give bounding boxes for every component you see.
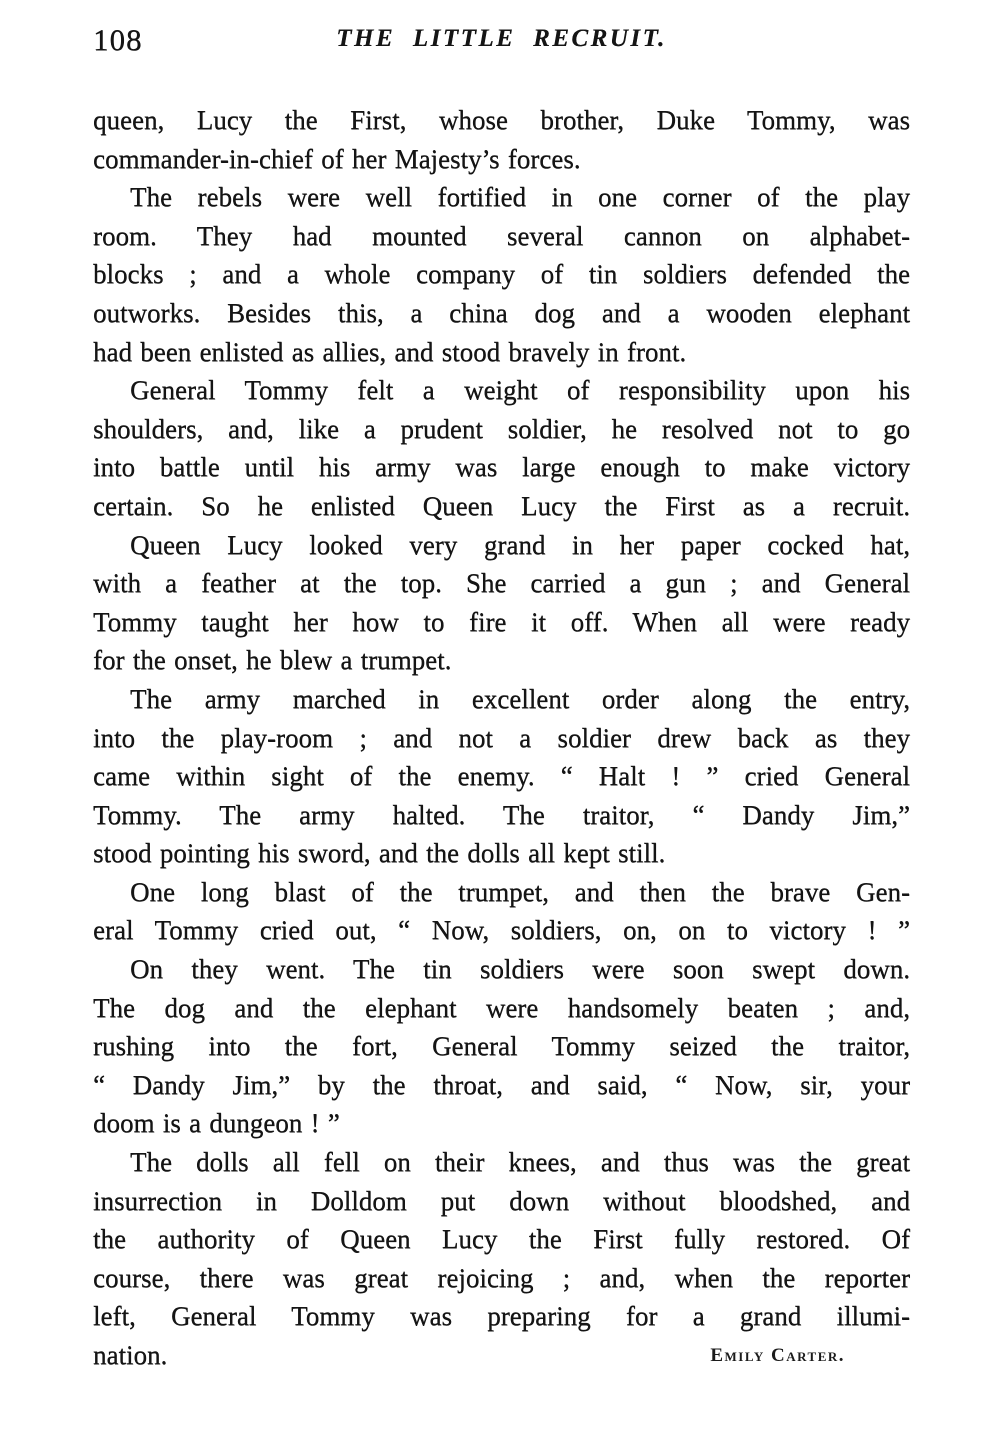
text-line: certain. So he enlisted Queen Lucy the First as a recruit.: [93, 490, 910, 521]
text-line: One long blast of the trumpet, and then the brave Gen-: [130, 876, 910, 907]
text-line: came within sight of the enemy. “ Halt ! ” cried General: [93, 761, 910, 792]
running-head: THE LITTLE RECRUIT.: [336, 25, 667, 52]
text-line: commander-in-chief of her Majesty’s forces.: [93, 143, 581, 174]
text-line: blocks ; and a whole company of tin soldiers defended the: [93, 259, 910, 290]
text-line: course, there was great rejoicing ; and, when the reporter: [93, 1262, 910, 1293]
paragraph: [93, 101, 910, 178]
text-line: insurrection in Dolldom put down without bloodshed, and: [93, 1185, 910, 1216]
text-line: “ Dandy Jim,” by the throat, and said, “ Now, sir, your: [93, 1069, 910, 1100]
paragraph: [93, 178, 910, 371]
text-line: for the onset, he blew a trumpet.: [93, 645, 452, 676]
text-line: On they went. The tin soldiers were soon swept down.: [130, 954, 910, 985]
text-line: The dog and the elephant were handsomely beaten ; and,: [93, 992, 910, 1023]
text-line: eral Tommy cried out, “ Now, soldiers, on, on to victory ! ”: [93, 915, 910, 946]
text-line: outworks. Besides this, a china dog and a wooden elephant: [93, 297, 910, 328]
text-line: rushing into the fort, General Tommy seized the traitor,: [93, 1031, 910, 1062]
paragraph: [93, 526, 910, 680]
text-line: the authority of Queen Lucy the First fully restored. Of: [93, 1224, 910, 1255]
paragraph: [93, 680, 910, 873]
author-signature: Emily Carter.: [710, 1345, 845, 1366]
text-line: Queen Lucy looked very grand in her paper cocked hat,: [130, 529, 910, 560]
text-line: The dolls all fell on their knees, and thus was the great: [130, 1147, 910, 1178]
text-line: Tommy taught her how to fire it off. When all were ready: [93, 606, 910, 637]
paragraph: [93, 873, 910, 950]
text-line: shoulders, and, like a prudent soldier, he resolved not to go: [93, 413, 910, 444]
text-line: doom is a dungeon ! ”: [93, 1108, 340, 1139]
text-line: queen, Lucy the First, whose brother, Duke Tommy, was: [93, 105, 910, 135]
text-line: stood pointing his sword, and the dolls all kept still.: [93, 838, 666, 869]
text-line: left, General Tommy was preparing for a grand illumi-: [93, 1301, 910, 1332]
text-line: nation.: [93, 1340, 168, 1370]
paragraph: [93, 950, 910, 1143]
text-line: into the play-room ; and not a soldier drew back as they: [93, 722, 910, 753]
paragraph: [93, 371, 910, 525]
body-text: [93, 101, 910, 1375]
text-line: Tommy. The army halted. The traitor, “ Dandy Jim,”: [93, 799, 910, 830]
text-line: with a feather at the top. She carried a gun ; and General: [93, 568, 910, 599]
text-line: room. They had mounted several cannon on alphabet-: [93, 220, 910, 251]
text-line: The rebels were well fortified in one corner of the play: [130, 182, 910, 213]
page-number: 108: [93, 22, 143, 57]
text-line: General Tommy felt a weight of responsibility upon his: [130, 375, 910, 406]
text-line: The army marched in excellent order along the entry,: [130, 683, 910, 714]
text-line: had been enlisted as allies, and stood bravely in front.: [93, 336, 687, 367]
text-line: into battle until his army was large enough to make victory: [93, 452, 910, 483]
paragraph: [93, 1143, 910, 1375]
